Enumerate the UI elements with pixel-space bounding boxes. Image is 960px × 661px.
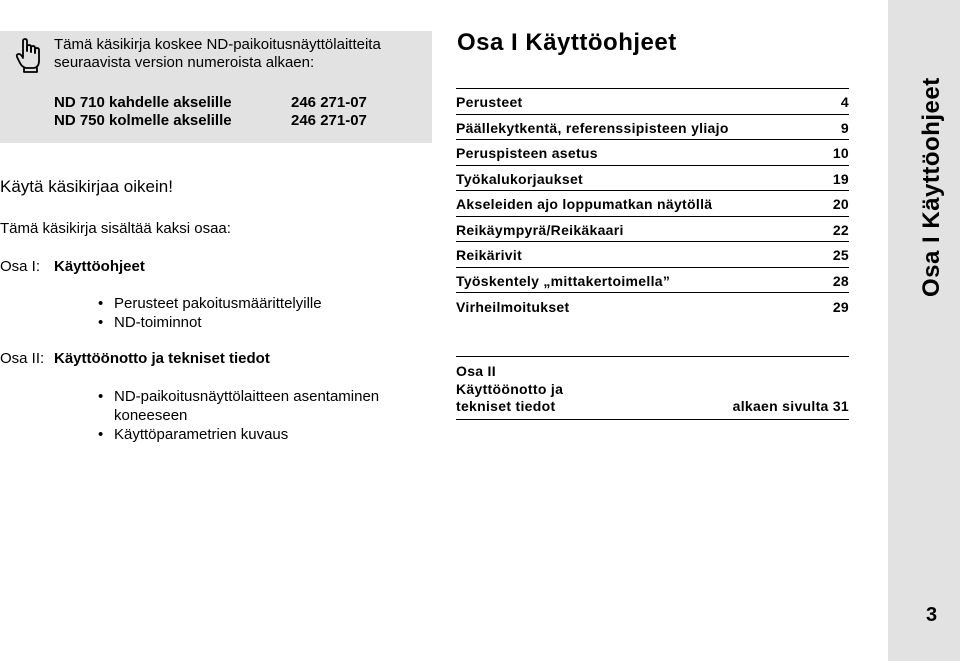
toc-entry-page: 20 <box>832 196 849 213</box>
model-version: 246 271-07 <box>291 112 367 129</box>
model-name: ND 710 kahdelle akselille <box>54 94 232 111</box>
toc-entry-label: Työskentely „mittakertoimella” <box>456 272 671 289</box>
toc-entry[interactable] <box>456 140 849 166</box>
part2-title: Käyttöönotto ja tekniset tiedot <box>54 350 270 367</box>
part1-label: Osa I: <box>0 258 41 275</box>
toc-entry-page: 10 <box>832 145 849 162</box>
page-number: 3 <box>926 604 938 626</box>
toc-entry-label: Työkalukorjaukset <box>456 170 583 187</box>
part1-title: Käyttöohjeet <box>54 258 145 275</box>
toc-part2-line: Käyttöönotto ja <box>456 380 564 397</box>
intro-text: Tämä käsikirja sisältää kaksi osaa: <box>0 220 231 237</box>
model-list <box>54 94 367 130</box>
bullet-item: • Perusteet pakoitusmäärittelyille <box>98 294 398 313</box>
toc-entry-label: Reikärivit <box>456 247 523 264</box>
part2-label: Osa II: <box>0 350 45 367</box>
toc-entry-page: 28 <box>832 272 849 289</box>
part1-bullets <box>98 294 398 332</box>
toc-entry-label: Peruspisteen asetus <box>456 145 598 162</box>
info-box <box>0 31 432 143</box>
table-of-contents <box>456 88 849 319</box>
bullet-item: • ND-paikoitusnäyttölaitteen asentaminen koneeseen <box>98 387 408 425</box>
toc-entry-label: Päällekytkentä, referenssipisteen yliajo <box>456 119 729 136</box>
toc-entry[interactable] <box>456 217 849 243</box>
model-version: 246 271-07 <box>291 94 367 111</box>
toc-entry-page: 9 <box>840 119 849 136</box>
bullet-item: • Käyttöparametrien kuvaus <box>98 425 408 444</box>
pointing-hand-icon <box>14 37 44 73</box>
info-text <box>54 36 424 72</box>
part1-heading <box>0 258 145 275</box>
part2-heading <box>0 350 270 367</box>
info-text-line: seuraavista version numeroista alkaen: <box>54 54 315 71</box>
toc-entry[interactable] <box>456 293 849 319</box>
section-tab-title: Osa I Käyttöohjeet <box>918 77 945 297</box>
toc-entry-label: Virheilmoitukset <box>456 298 570 315</box>
toc-entry[interactable] <box>456 89 849 115</box>
toc-entry-page: 19 <box>832 170 849 187</box>
toc-entry[interactable] <box>456 115 849 141</box>
info-text-line: Tämä käsikirja koskee ND-paikoitusnäyttölaitteita <box>54 36 381 53</box>
toc-entry[interactable] <box>456 242 849 268</box>
model-row <box>54 112 367 130</box>
model-name: ND 750 kolmelle akselille <box>54 112 232 129</box>
toc-entry-label: Reikäympyrä/Reikäkaari <box>456 221 624 238</box>
toc-part2-page-ref: alkaen sivulta 31 <box>732 398 849 414</box>
bullet-item: • ND-toiminnot <box>98 313 398 332</box>
toc-part2-line: Osa II <box>456 363 496 379</box>
toc-entry[interactable] <box>456 268 849 294</box>
toc-entry[interactable] <box>456 166 849 192</box>
toc-entry-page: 25 <box>832 247 849 264</box>
toc-entry-page: 29 <box>832 298 849 315</box>
toc-entry[interactable] <box>456 191 849 217</box>
toc-part2-last-line <box>456 398 849 416</box>
toc-title: Osa I Käyttöohjeet <box>457 29 677 56</box>
toc-entry-page: 4 <box>840 94 849 111</box>
model-row <box>54 94 367 112</box>
toc-part2-line: tekniset tiedot <box>456 398 556 414</box>
warning-heading: Käytä käsikirjaa oikein! <box>0 177 173 196</box>
toc-entry-label: Akseleiden ajo loppumatkan näytöllä <box>456 196 713 213</box>
toc-part2-entry[interactable] <box>456 356 849 420</box>
part2-bullets <box>98 387 408 444</box>
toc-entry-label: Perusteet <box>456 94 523 111</box>
toc-entry-page: 22 <box>832 221 849 238</box>
